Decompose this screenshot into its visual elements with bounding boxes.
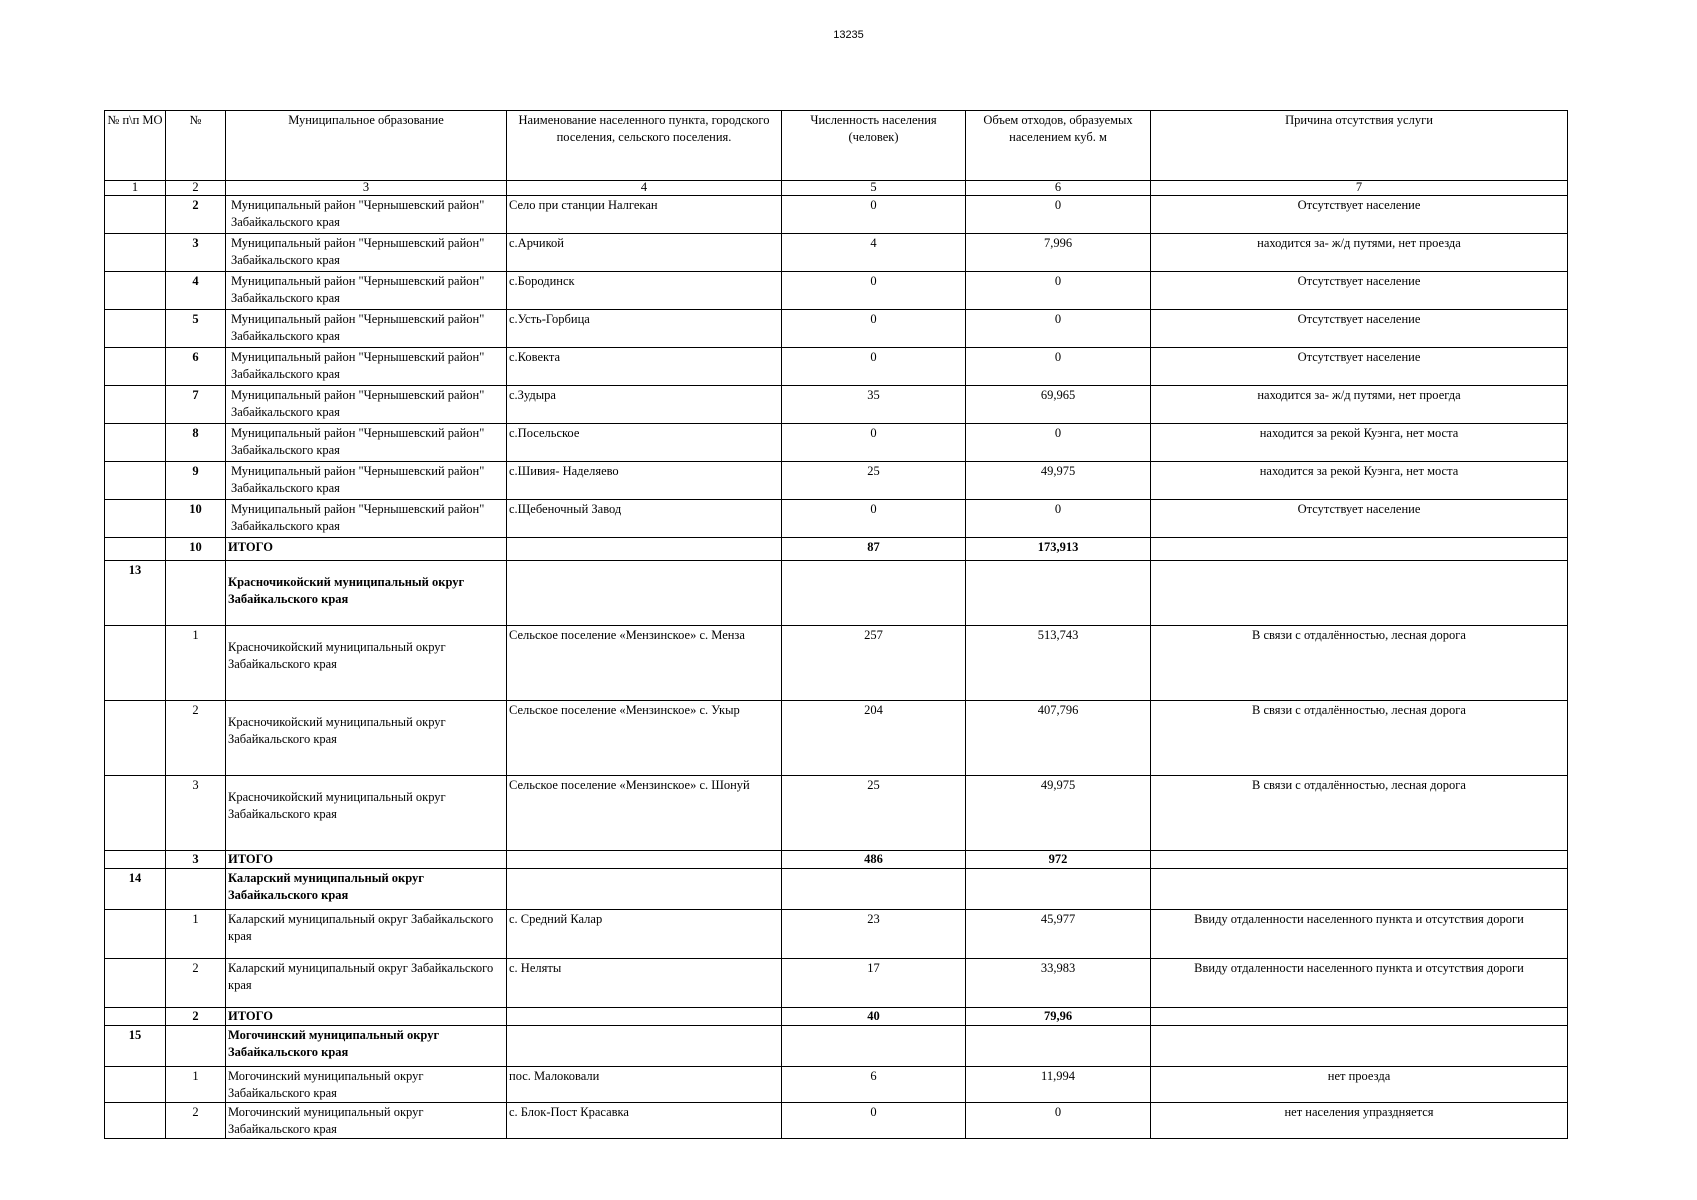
- mo-number-cell: [105, 462, 166, 500]
- settlement-cell: [507, 561, 782, 626]
- mo-number-cell: [105, 959, 166, 1008]
- row-number-cell: 3: [166, 234, 226, 272]
- reason-cell: В связи с отдалённостью, лесная дорога: [1151, 701, 1568, 776]
- table-row: [105, 701, 1568, 776]
- mo-number-cell: [105, 272, 166, 310]
- settlement-cell: [507, 1008, 782, 1026]
- mo-number-cell: [105, 310, 166, 348]
- table-row: [105, 310, 1568, 348]
- column-number: 7: [1151, 181, 1568, 196]
- municipality-cell: Каларский муниципальный округ Забайкальского края: [226, 959, 507, 1008]
- row-number-cell: 3: [166, 851, 226, 869]
- population-total: 40: [782, 1008, 966, 1026]
- row-number-cell: 1: [166, 910, 226, 959]
- waste-volume-cell: [966, 1026, 1151, 1067]
- column-numbers-row: [105, 181, 1568, 196]
- settlement-cell: [507, 1026, 782, 1067]
- table-row: [105, 386, 1568, 424]
- mo-number-cell: [105, 234, 166, 272]
- municipality-cell: Муниципальный район "Чернышевский район" Забайкальского края: [226, 234, 507, 272]
- waste-volume-total: 972: [966, 851, 1151, 869]
- settlement-cell: с. Блок-Пост Красавка: [507, 1103, 782, 1139]
- mo-number-cell: 15: [105, 1026, 166, 1067]
- reason-cell: [1151, 1008, 1568, 1026]
- waste-volume-cell: 513,743: [966, 626, 1151, 701]
- mo-number-cell: [105, 348, 166, 386]
- waste-volume-total: 173,913: [966, 538, 1151, 561]
- mo-number-cell: [105, 851, 166, 869]
- total-row: [105, 851, 1568, 869]
- settlement-cell: пос. Малоковали: [507, 1067, 782, 1103]
- population-cell: 0: [782, 424, 966, 462]
- waste-volume-cell: 0: [966, 500, 1151, 538]
- mo-number-cell: [105, 500, 166, 538]
- population-cell: 0: [782, 348, 966, 386]
- population-cell: 0: [782, 272, 966, 310]
- section-title: Красночикойский муниципальный округ Забайкальского края: [226, 561, 507, 626]
- row-number-cell: 2: [166, 1103, 226, 1139]
- table-row: [105, 626, 1568, 701]
- waste-volume-cell: 0: [966, 272, 1151, 310]
- waste-volume-cell: 69,965: [966, 386, 1151, 424]
- settlement-cell: [507, 851, 782, 869]
- mo-number-cell: [105, 538, 166, 561]
- total-label: ИТОГО: [226, 538, 507, 561]
- waste-volume-cell: 0: [966, 424, 1151, 462]
- row-number-cell: 7: [166, 386, 226, 424]
- population-total: 486: [782, 851, 966, 869]
- settlement-cell: Село при станции Налгекан: [507, 196, 782, 234]
- row-number-cell: 2: [166, 959, 226, 1008]
- waste-volume-cell: [966, 561, 1151, 626]
- population-cell: 25: [782, 462, 966, 500]
- municipality-cell: Муниципальный район "Чернышевский район" Забайкальского края: [226, 196, 507, 234]
- mo-number-cell: 14: [105, 869, 166, 910]
- header-row: [105, 111, 1568, 181]
- page-number: 13235: [833, 29, 864, 41]
- mo-number-cell: [105, 196, 166, 234]
- municipality-cell: Муниципальный район "Чернышевский район" Забайкальского края: [226, 348, 507, 386]
- section-header-row: [105, 1026, 1568, 1067]
- reason-cell: В связи с отдалённостью, лесная дорога: [1151, 776, 1568, 851]
- column-number: 1: [105, 181, 166, 196]
- table-row: [105, 500, 1568, 538]
- row-number-cell: 1: [166, 626, 226, 701]
- population-cell: 23: [782, 910, 966, 959]
- reason-cell: Отсутствует население: [1151, 310, 1568, 348]
- municipality-cell: Муниципальный район "Чернышевский район" Забайкальского края: [226, 424, 507, 462]
- reason-cell: Ввиду отдаленности населенного пункта и отсутствия дороги: [1151, 910, 1568, 959]
- settlement-cell: Сельское поселение «Мензинское» с. Укыр: [507, 701, 782, 776]
- column-number: 5: [782, 181, 966, 196]
- municipality-cell: Муниципальный район "Чернышевский район" Забайкальского края: [226, 462, 507, 500]
- reason-cell: Ввиду отдаленности населенного пункта и отсутствия дороги: [1151, 959, 1568, 1008]
- municipality-cell: Муниципальный район "Чернышевский район" Забайкальского края: [226, 272, 507, 310]
- reason-cell: Отсутствует население: [1151, 348, 1568, 386]
- settlement-cell: с.Посельское: [507, 424, 782, 462]
- header-number: №: [166, 111, 226, 181]
- municipality-cell: Могочинский муниципальный округ Забайкальского края: [226, 1067, 507, 1103]
- population-cell: 0: [782, 500, 966, 538]
- reason-cell: Отсутствует население: [1151, 196, 1568, 234]
- mo-number-cell: [105, 776, 166, 851]
- table-row: [105, 910, 1568, 959]
- waste-volume-cell: 407,796: [966, 701, 1151, 776]
- municipality-cell: Красночикойский муниципальный округ Забайкальского края: [226, 626, 507, 701]
- municipality-cell: Красночикойский муниципальный округ Забайкальского края: [226, 701, 507, 776]
- settlement-cell: с.Ковекта: [507, 348, 782, 386]
- row-number-cell: [166, 869, 226, 910]
- row-number-cell: 1: [166, 1067, 226, 1103]
- settlement-cell: с. Средний Калар: [507, 910, 782, 959]
- settlement-cell: [507, 869, 782, 910]
- population-cell: 0: [782, 1103, 966, 1139]
- reason-cell: находится за- ж/д путями, нет проезда: [1151, 234, 1568, 272]
- section-title: Каларский муниципальный округ Забайкальского края: [226, 869, 507, 910]
- row-number-cell: 9: [166, 462, 226, 500]
- mo-number-cell: [105, 424, 166, 462]
- waste-volume-cell: 33,983: [966, 959, 1151, 1008]
- waste-volume-cell: 0: [966, 348, 1151, 386]
- mo-number-cell: [105, 626, 166, 701]
- row-number-cell: 3: [166, 776, 226, 851]
- table-row: [105, 1067, 1568, 1103]
- waste-volume-cell: 49,975: [966, 462, 1151, 500]
- total-label: ИТОГО: [226, 1008, 507, 1026]
- column-number: 4: [507, 181, 782, 196]
- section-title: Могочинский муниципальный округ Забайкальского края: [226, 1026, 507, 1067]
- population-cell: 204: [782, 701, 966, 776]
- waste-volume-cell: 45,977: [966, 910, 1151, 959]
- mo-number-cell: [105, 1103, 166, 1139]
- row-number-cell: 10: [166, 538, 226, 561]
- row-number-cell: 5: [166, 310, 226, 348]
- settlement-cell: Сельское поселение «Мензинское» с. Шонуй: [507, 776, 782, 851]
- reason-cell: В связи с отдалённостью, лесная дорога: [1151, 626, 1568, 701]
- header-population: Численность населения (человек): [782, 111, 966, 181]
- settlement-cell: с.Щебеночный Завод: [507, 500, 782, 538]
- row-number-cell: 2: [166, 1008, 226, 1026]
- row-number-cell: 2: [166, 701, 226, 776]
- reason-cell: находится за рекой Куэнга, нет моста: [1151, 424, 1568, 462]
- waste-volume-cell: [966, 869, 1151, 910]
- population-cell: [782, 561, 966, 626]
- municipality-cell: Муниципальный район "Чернышевский район" Забайкальского края: [226, 500, 507, 538]
- mo-number-cell: 13: [105, 561, 166, 626]
- header-mo-number: № п\п МО: [105, 111, 166, 181]
- table-row: [105, 272, 1568, 310]
- table-row: [105, 424, 1568, 462]
- table-row: [105, 196, 1568, 234]
- row-number-cell: 8: [166, 424, 226, 462]
- population-cell: 17: [782, 959, 966, 1008]
- population-total: 87: [782, 538, 966, 561]
- reason-cell: [1151, 561, 1568, 626]
- settlement-cell: с.Зудыра: [507, 386, 782, 424]
- waste-volume-cell: 7,996: [966, 234, 1151, 272]
- municipality-cell: Каларский муниципальный округ Забайкальского края: [226, 910, 507, 959]
- row-number-cell: [166, 1026, 226, 1067]
- reason-cell: находится за- ж/д путями, нет проегда: [1151, 386, 1568, 424]
- population-cell: 25: [782, 776, 966, 851]
- table-row: [105, 234, 1568, 272]
- total-row: [105, 538, 1568, 561]
- settlement-cell: с.Арчикой: [507, 234, 782, 272]
- municipality-cell: Муниципальный район "Чернышевский район" Забайкальского края: [226, 310, 507, 348]
- table-row: [105, 348, 1568, 386]
- header-reason: Причина отсутствия услуги: [1151, 111, 1568, 181]
- population-cell: 6: [782, 1067, 966, 1103]
- reason-cell: [1151, 869, 1568, 910]
- reason-cell: Отсутствует население: [1151, 500, 1568, 538]
- row-number-cell: 4: [166, 272, 226, 310]
- mo-number-cell: [105, 910, 166, 959]
- reason-cell: нет населения упраздняется: [1151, 1103, 1568, 1139]
- reason-cell: Отсутствует население: [1151, 272, 1568, 310]
- settlement-cell: Сельское поселение «Мензинское» с. Менза: [507, 626, 782, 701]
- population-cell: 0: [782, 310, 966, 348]
- reason-cell: [1151, 1026, 1568, 1067]
- municipality-cell: Красночикойский муниципальный округ Забайкальского края: [226, 776, 507, 851]
- population-cell: [782, 1026, 966, 1067]
- mo-number-cell: [105, 1067, 166, 1103]
- population-cell: [782, 869, 966, 910]
- waste-volume-cell: 49,975: [966, 776, 1151, 851]
- row-number-cell: 6: [166, 348, 226, 386]
- header-municipality: Муниципальное образование: [226, 111, 507, 181]
- total-label: ИТОГО: [226, 851, 507, 869]
- waste-volume-cell: 0: [966, 310, 1151, 348]
- population-cell: 4: [782, 234, 966, 272]
- table-row: [105, 776, 1568, 851]
- settlement-cell: с. Неляты: [507, 959, 782, 1008]
- table-row: [105, 1103, 1568, 1139]
- row-number-cell: [166, 561, 226, 626]
- settlement-cell: с.Бородинск: [507, 272, 782, 310]
- row-number-cell: 10: [166, 500, 226, 538]
- mo-number-cell: [105, 1008, 166, 1026]
- reason-cell: [1151, 538, 1568, 561]
- reason-cell: находится за рекой Куэнга, нет моста: [1151, 462, 1568, 500]
- total-row: [105, 1008, 1568, 1026]
- settlement-cell: с.Усть-Горбица: [507, 310, 782, 348]
- table-row: [105, 462, 1568, 500]
- column-number: 3: [226, 181, 507, 196]
- section-header-row: [105, 561, 1568, 626]
- population-cell: 257: [782, 626, 966, 701]
- section-header-row: [105, 869, 1568, 910]
- settlement-cell: [507, 538, 782, 561]
- municipality-cell: Муниципальный район "Чернышевский район" Забайкальского края: [226, 386, 507, 424]
- table-row: [105, 959, 1568, 1008]
- column-number: 6: [966, 181, 1151, 196]
- reason-cell: нет проезда: [1151, 1067, 1568, 1103]
- column-number: 2: [166, 181, 226, 196]
- waste-volume-cell: 11,994: [966, 1067, 1151, 1103]
- municipality-cell: Могочинский муниципальный округ Забайкальского края: [226, 1103, 507, 1139]
- waste-volume-total: 79,96: [966, 1008, 1151, 1026]
- waste-volume-cell: 0: [966, 1103, 1151, 1139]
- waste-service-table: [104, 110, 1568, 1139]
- row-number-cell: 2: [166, 196, 226, 234]
- population-cell: 0: [782, 196, 966, 234]
- header-settlement: Наименование населенного пункта, городского поселения, сельского поселения.: [507, 111, 782, 181]
- mo-number-cell: [105, 701, 166, 776]
- waste-volume-cell: 0: [966, 196, 1151, 234]
- reason-cell: [1151, 851, 1568, 869]
- mo-number-cell: [105, 386, 166, 424]
- population-cell: 35: [782, 386, 966, 424]
- header-waste-volume: Объем отходов, образуемых населением куб. м: [966, 111, 1151, 181]
- settlement-cell: с.Шивия- Наделяево: [507, 462, 782, 500]
